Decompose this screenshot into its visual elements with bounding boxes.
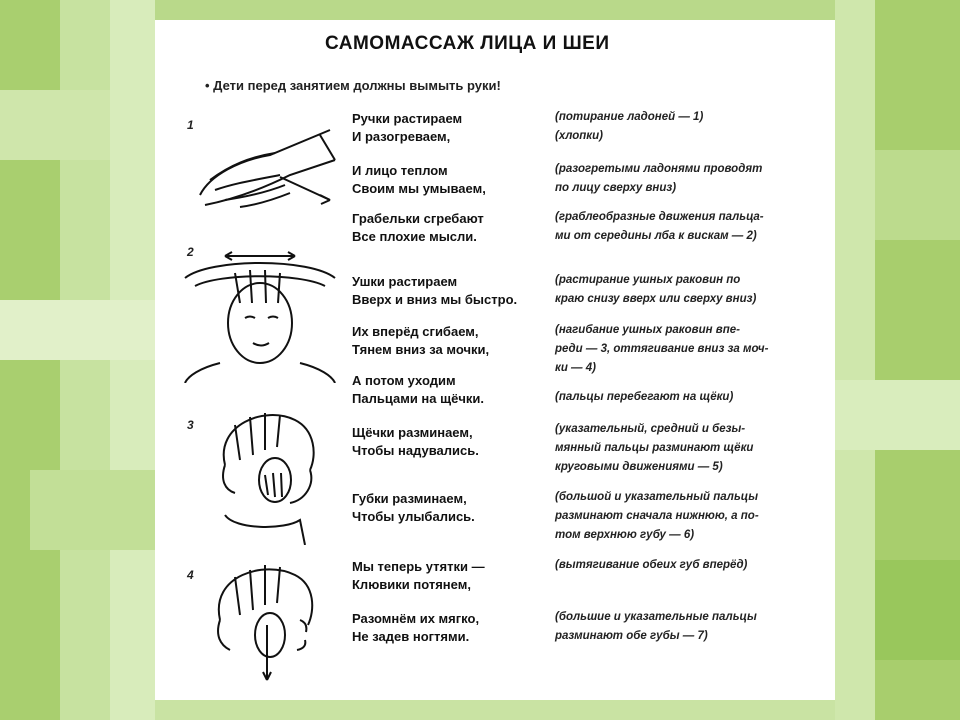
verse-6: А потом уходим Пальцами на щёчки. (352, 373, 484, 406)
verse-1: Ручки растираем И разогреваем, (352, 111, 463, 144)
action-6: (пальцы перебегают на щёки) (555, 391, 734, 403)
verse-10: Разомнём их мягко, Не задев ногтями. (352, 611, 480, 644)
figure-number-1: 1 (187, 118, 194, 132)
action-3: (граблеобразные движения пальца- ми от середины лба к вискам — 2) (555, 211, 764, 242)
page-title: САМОМАССАЖ ЛИЦА И ШЕИ (325, 33, 610, 54)
action-9: (вытягивание обеих губ вперёд) (555, 559, 748, 571)
action-2: (разогретыми ладонями проводят по лицу сверху вниз) (555, 163, 763, 194)
hygiene-note: • Дети перед занятием должны вымыть руки! (205, 78, 501, 93)
action-1: (потирание ладоней — 1) (хлопки) (555, 111, 704, 142)
verse-8: Губки разминаем, Чтобы улыбались. (352, 491, 475, 524)
action-7: (указательный, средний и безы- мянный пальцы разминают щёки круговыми движениями — 5) (555, 423, 754, 473)
action-8: (большой и указательный пальцы разминают сначала нижнюю, а по- том верхнюю губу — 6) (555, 491, 759, 541)
forehead-massage-icon (180, 248, 340, 383)
verse-5: Их вперёд сгибаем, Тянем вниз за мочки, (352, 324, 490, 357)
figure-number-3: 3 (187, 418, 194, 432)
verse-7: Щёчки разминаем, Чтобы надувались. (352, 425, 479, 458)
verse-4: Ушки растираем Вверх и вниз мы быстро. (352, 274, 518, 307)
verse-2: И лицо теплом Своим мы умываем, (352, 163, 486, 196)
rubbing-hands-icon (180, 105, 345, 225)
document-sheet (155, 20, 835, 700)
action-10: (большие и указательные пальцы разминают обе губы — 7) (555, 611, 757, 642)
verse-3: Грабельки сгребают Все плохие мысли. (352, 211, 484, 244)
action-4: (растирание ушных раковин по краю снизу вверх или сверху вниз) (555, 274, 757, 305)
lip-massage-icon (205, 555, 335, 700)
cheek-massage-icon (205, 405, 335, 545)
action-5: (нагибание ушных раковин впе- реди — 3, оттягивание вниз за моч- ки — 4) (555, 324, 769, 374)
figure-number-4: 4 (187, 568, 194, 582)
verse-9: Мы теперь утятки — Клювики потянем, (352, 559, 485, 592)
figure-number-2: 2 (187, 245, 194, 259)
